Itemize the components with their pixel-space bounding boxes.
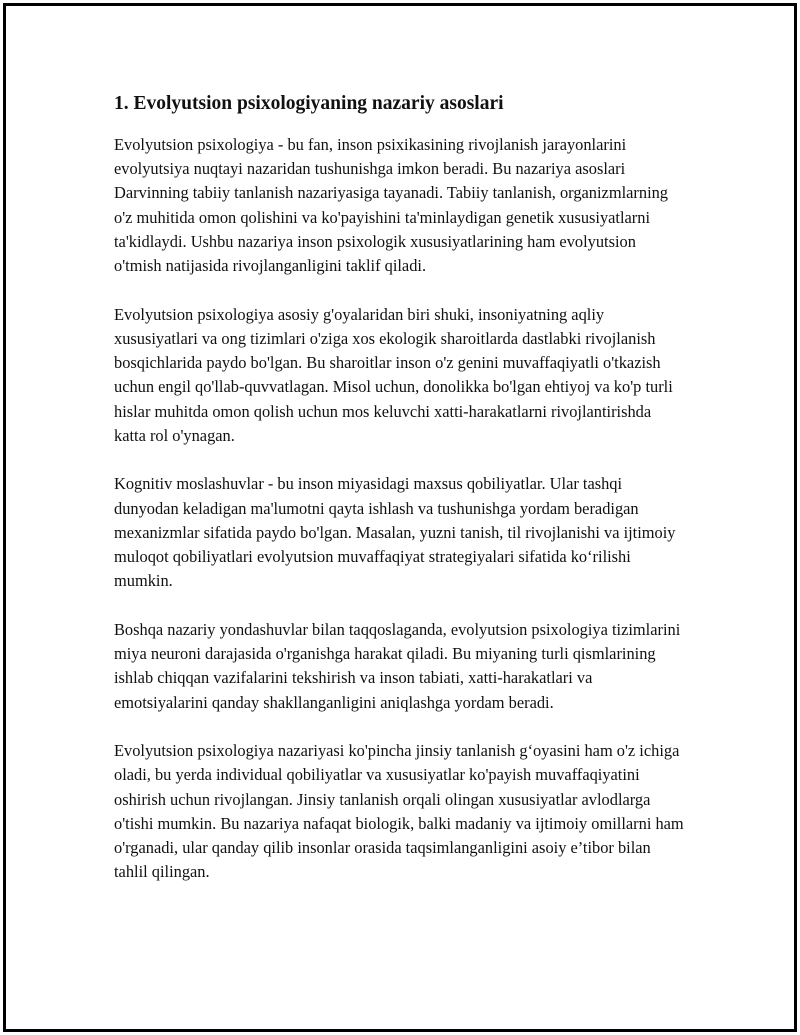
paragraph: Evolyutsion psixologiya - bu fan, inson psixikasining rivojlanish jarayonlarini evolyutsiya nuqtayi nazaridan tushunishga imkon beradi. Bu nazariya asoslari Darvinning tabiiy tanlanish nazariyasiga tayanadi. Tabiiy tanlanish, organizmlarning o'z muhitida omon qolishini va ko'payishini ta'minlaydigan genetik xususiyatlarni ta'kidlaydi. Ushbu nazariya inson psixologik xususiyatlarining ham evolyutsion o'tmish natijasida rivojlanganligini taklif qiladi. (114, 135, 669, 276)
paragraph: Evolyutsion psixologiya asosiy g'oyalaridan biri shuki, insoniyatning aqliy xususiyatlari va ong tizimlari o'ziga xos ekologik sharoitlarda dastlabki rivojlanish bosqichlarida paydo bo'lgan. Bu sharoitlar inson o'z genini muvaffaqiyatli o'tkazish uchun engil qo'llab-quvvatlagan. Misol uchun, donolikka bo'lgan ehtiyoj va ko'p turli hislar muhitda omon qolish uchun mos keluvchi xatti-harakatlarni rivojlantirishda katta rol o'ynagan. (114, 304, 673, 445)
paragraph: Kognitiv moslashuvlar - bu inson miyasidagi maxsus qobiliyatlar. Ular tashqi dunyodan keladigan ma'lumotni qayta ishlash va tushunishga yordam beradigan mexanizmlar sifatida paydo bo'lgan. Masalan, yuzni tanish, til rivojlanishi va ijtimoiy muloqot qobiliyatlari evolyutsion muvaffaqiyat strategiyalari sifatida ko‘rilishi mumkin. (114, 474, 676, 591)
document-body (114, 91, 684, 884)
document-title: 1. Evolyutsion psixologiyaning nazariy asoslari (114, 93, 504, 114)
paragraph: Evolyutsion psixologiya nazariyasi ko'pincha jinsiy tanlanish g‘oyasini ham o'z ichiga oladi, bu yerda individual qobiliyatlar va xususiyatlar ko'payish muvaffaqiyatini oshirish uchun rivojlangan. Jinsiy tanlanish orqali olingan xususiyatlar avlodlarga o'tishi mumkin. Bu nazariya nafaqat biologik, balki madaniy va ijtimoiy omillarni ham o'rganadi, ular qanday qilib insonlar orasida taqsimlanganligini asoiy e’tibor bilan tahlil qilingan. (114, 741, 684, 882)
paragraph: Boshqa nazariy yondashuvlar bilan taqqoslaganda, evolyutsion psixologiya tizimlarini miya neuroni darajasida o'rganishga harakat qiladi. Bu miyaning turli qismlarining ishlab chiqqan vazifalarini tekshirish va inson tabiati, xatti-harakatlari va emotsiyalarini qanday shakllanganligini aniqlashga yordam beradi. (114, 619, 681, 712)
